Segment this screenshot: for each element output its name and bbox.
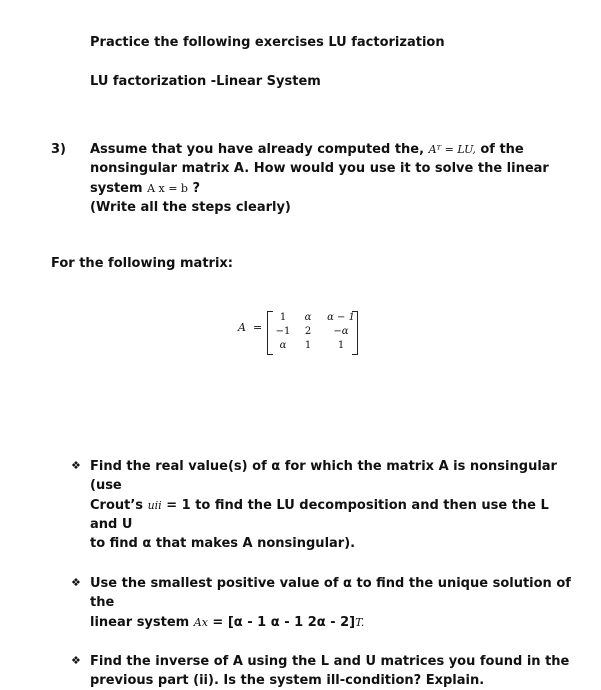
matrix-cell: α − 1	[327, 312, 355, 323]
question-number: 3)	[51, 142, 66, 157]
header-title: Practice the following exercises LU factorization	[90, 35, 445, 50]
bullet-1-line-4: and U	[90, 517, 133, 532]
bullet-1-line-2: (use	[90, 478, 122, 493]
matrix-lhs: A	[238, 321, 246, 334]
question-line-3-pre: system	[90, 181, 148, 196]
question-line-1-pre: Assume that you have already computed the,	[90, 142, 429, 157]
system-equation: A x = b	[147, 182, 188, 195]
matrix-cell: α	[304, 312, 312, 323]
question-line-4: (Write all the steps clearly)	[90, 200, 291, 215]
bullet-2-line-2: the	[90, 595, 115, 610]
bullet-1-line-1: Find the real value(s) of α for which the matrix A is nonsingular	[90, 459, 557, 474]
bullet-2-linear: linear system	[90, 615, 194, 630]
header-subtitle: LU factorization -Linear System	[90, 74, 321, 89]
question-line-1-post: of the	[475, 142, 524, 157]
matrix-equals: =	[253, 321, 263, 334]
matrix-intro: For the following matrix:	[51, 256, 233, 271]
diamond-bullet-icon: ❖	[71, 576, 81, 589]
bullet-1-crout: Crout’s	[90, 498, 148, 513]
bullet-2-line-3	[90, 613, 364, 632]
matrix-cell: 2	[304, 326, 312, 337]
matrix-cell: −1	[275, 326, 291, 337]
math-ax: Ax	[193, 616, 208, 629]
crout-uii: uii	[147, 499, 162, 512]
matrix-cell: 1	[279, 312, 287, 323]
matrix-cell: −α	[333, 326, 349, 337]
matrix-a	[238, 311, 368, 353]
question-line-3-post: ?	[187, 181, 201, 196]
diamond-bullet-icon: ❖	[71, 459, 81, 472]
question-line-3	[90, 179, 200, 198]
question-line-1	[90, 140, 524, 159]
matrix-cell: α	[279, 340, 287, 351]
bullet-3-line-1: Find the inverse of A using the L and U matrices you found in the	[90, 654, 570, 669]
bullet-1-line-3	[90, 496, 549, 515]
math-transpose: T.	[355, 616, 365, 629]
matrix-cell: 1	[337, 340, 345, 351]
bullet-1-line-5: to find α that makes A nonsingular).	[90, 536, 356, 551]
bullet-3-line-2: previous part (ii). Is the system ill-condition? Explain.	[90, 673, 485, 688]
diamond-bullet-icon: ❖	[71, 654, 81, 667]
question-line-2: nonsingular matrix A. How would you use it to solve the linear	[90, 161, 549, 176]
transpose-equation: Aᵀ = LU,	[428, 143, 476, 156]
bullet-2-line-1: Use the smallest positive value of α to find the unique solution of	[90, 576, 571, 591]
bullet-1-crout-post: = 1 to find the LU decomposition and then use the L	[161, 498, 549, 513]
bullet-2-rhs: = [α - 1 α - 1 2α - 2]	[207, 615, 356, 630]
matrix-cell: 1	[304, 340, 312, 351]
